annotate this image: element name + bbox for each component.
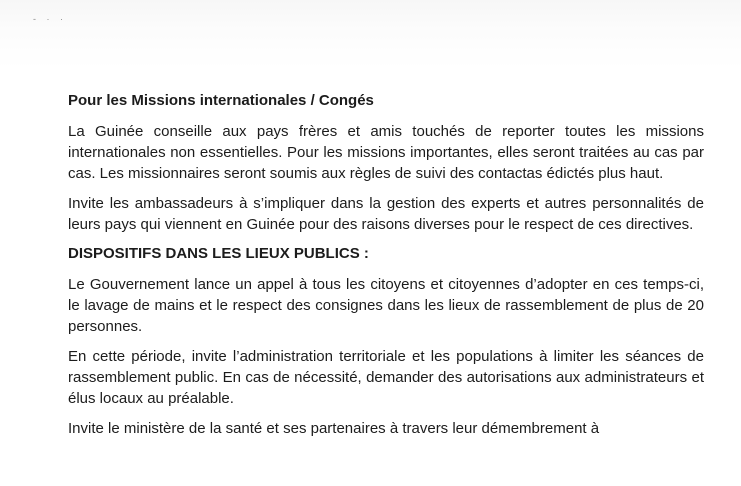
paragraph-public-places-1: Le Gouvernement lance un appel à tous les citoyens et citoyennes d’adopter en ces temps-ci, le lavage de mains et le respect des consignes dans les lieux de rassemblement de plus de 20 personnes. (68, 276, 704, 335)
paragraph-missions-2: Invite les ambassadeurs à s’impliquer dans la gestion des experts et autres personnalités de leurs pays qui viennent en Guinée pour des raisons diverses pour le respect de ces directives. (68, 195, 704, 233)
scan-artifact-mark: - · · (33, 14, 67, 24)
paragraph-missions-1: La Guinée conseille aux pays frères et amis touchés de reporter toutes les missions internationales non essentielles. Pour les missions importantes, elles seront traitées au cas par cas. Les missionnaires seront soumis aux règles de suivi des contactas édictés plus haut. (68, 123, 704, 182)
section-heading-public-places: DISPOSITIFS DANS LES LIEUX PUBLICS : (68, 245, 369, 262)
document-body (68, 86, 704, 448)
section-heading-missions: Pour les Missions internationales / Congés (68, 92, 374, 109)
paragraph-public-places-2: En cette période, invite l’administration territoriale et les populations à limiter les séances de rassemblement public. En cas de nécessité, demander des autorisations aux administrateurs et élus locaux au préalable. (68, 348, 704, 407)
paragraph-public-places-3: Invite le ministère de la santé et ses partenaires à travers leur démembrement à (68, 420, 600, 437)
